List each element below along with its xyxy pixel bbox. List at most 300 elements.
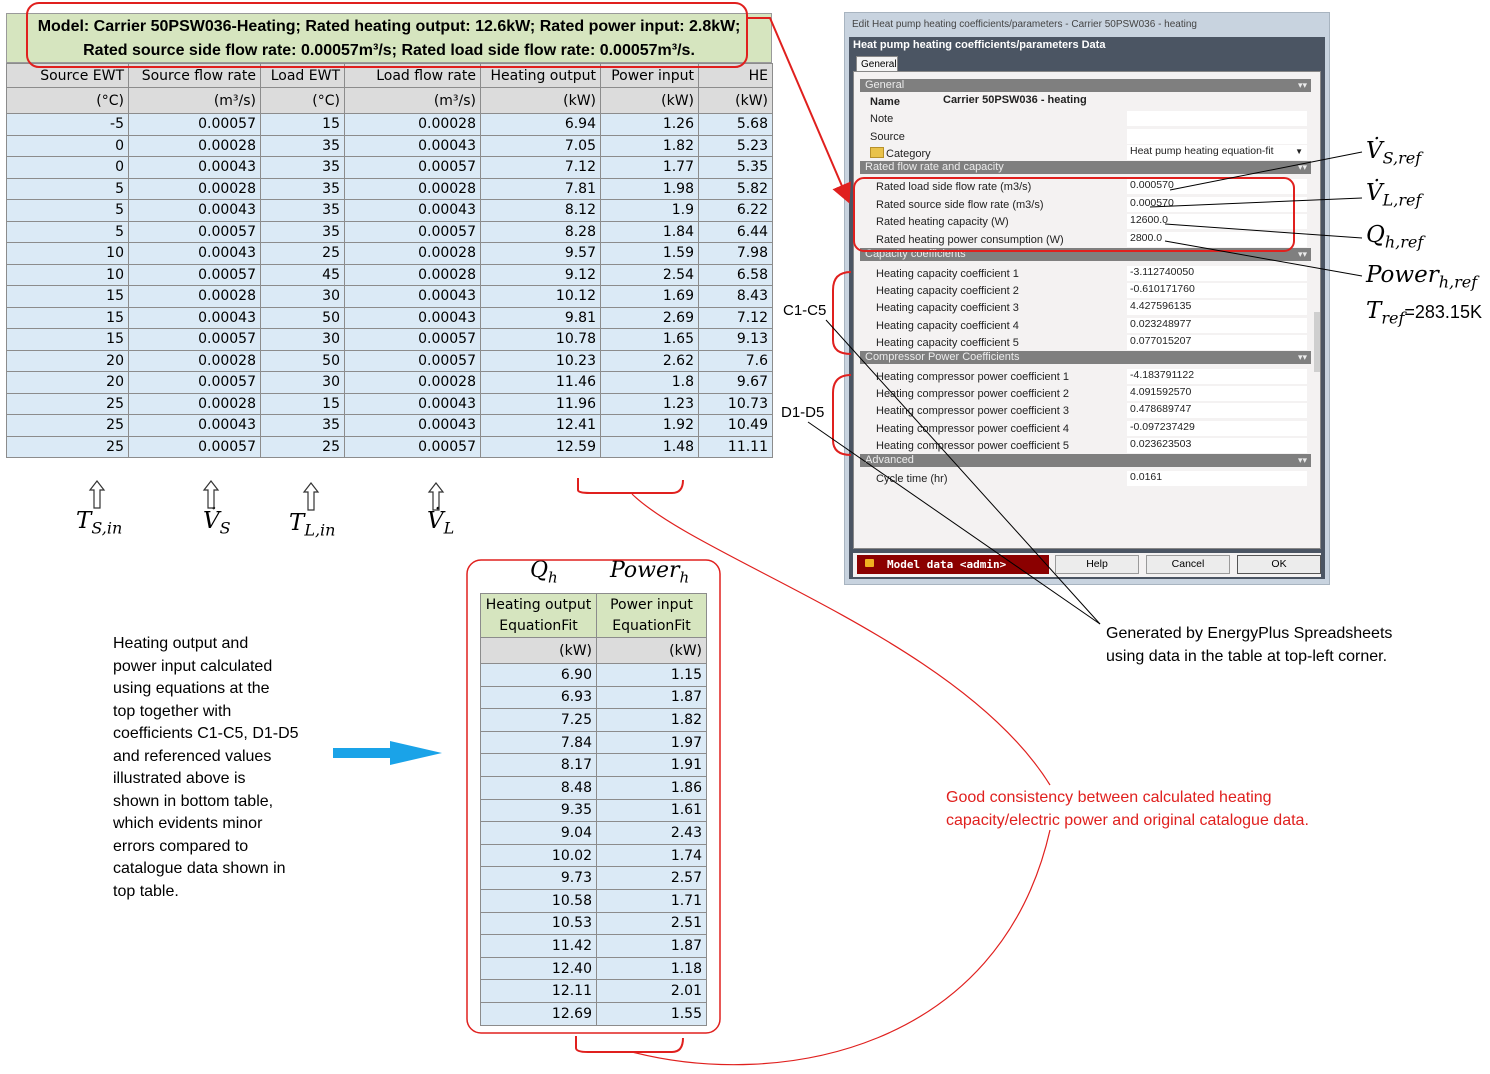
label-vl-ref-sub: L,ref: [1382, 190, 1422, 210]
label-vl-main: V̇: [427, 508, 444, 534]
table-row-cell: 0.00028: [129, 286, 261, 308]
table-row-cell: 0.00057: [129, 436, 261, 458]
compressor-coefficient-label: Heating compressor power coefficient 1: [876, 371, 1070, 383]
table-row-cell: 0.00057: [129, 264, 261, 286]
table-row-cell: 6.44: [699, 221, 773, 243]
table-row-cell: 1.98: [601, 178, 699, 200]
table-row: [7, 178, 773, 200]
table-row-cell: 0.00043: [129, 157, 261, 179]
table-row-cell: 15: [7, 307, 129, 329]
capacity-coefficient-value[interactable]: 4.427596135: [1127, 300, 1307, 315]
rated-param-label: Rated source side flow rate (m3/s): [876, 198, 1044, 211]
annotation-explanation: Heating output and power input calculated using equations at the top together with coefficients C1-C5, D1-D5 and referenced values illustrated above is shown in bottom table, which evidents minor errors compared to catalogue data shown in top table.: [113, 635, 299, 900]
table-row-cell: 1.65: [601, 329, 699, 351]
table-row-cell: 1.26: [601, 114, 699, 136]
table-row: [7, 221, 773, 243]
name-value[interactable]: Carrier 50PSW036 - heating: [943, 94, 1087, 106]
table-row-cell: 1.82: [601, 135, 699, 157]
table-row: [7, 415, 773, 437]
dialog-property-panel: [853, 71, 1321, 549]
label-vl-ref: [1366, 180, 1421, 210]
table-row-cell: 12.40: [481, 957, 597, 980]
label-qh-sub: h: [548, 568, 558, 587]
collapse-icon: ▾▾: [1297, 249, 1307, 259]
table-row-cell: 1.87: [597, 935, 707, 958]
table-row: [481, 1002, 707, 1025]
catalogue-grid: [6, 63, 773, 458]
table-row-cell: 1.9: [601, 200, 699, 222]
rated-param-label: Rated heating capacity (W): [876, 216, 1009, 228]
label-power-ref-sub: h,ref: [1438, 272, 1478, 292]
table-row: [7, 393, 773, 415]
table-row-cell: 2.62: [601, 350, 699, 372]
table-row-cell: 7.12: [699, 307, 773, 329]
table-row-cell: 0.00043: [345, 393, 481, 415]
fit-unit-header: [481, 638, 707, 664]
table-row-cell: 12.41: [481, 415, 601, 437]
catalogue-column-header-cell: Power input: [601, 64, 699, 88]
capacity-coefficient-label: Heating capacity coefficient 3: [876, 302, 1019, 315]
table-row-cell: 10.58: [481, 889, 597, 912]
table-row: [481, 709, 707, 732]
section-compressor-label: Compressor Power Coefficients: [865, 351, 1020, 363]
table-row: [481, 686, 707, 709]
table-row-cell: 5.35: [699, 157, 773, 179]
table-row-cell: 1.74: [597, 844, 707, 867]
label-power-ref-main: Power: [1366, 262, 1439, 288]
capacity-coefficient-value[interactable]: -3.112740050: [1127, 266, 1307, 281]
folder-icon: [870, 147, 884, 158]
table-row: [7, 135, 773, 157]
section-compressor[interactable]: [860, 351, 1311, 364]
table-row-cell: 35: [261, 135, 345, 157]
table-row: [7, 264, 773, 286]
table-row-cell: 0.00043: [129, 200, 261, 222]
capacity-coefficient-label: Heating capacity coefficient 5: [876, 336, 1019, 349]
table-row-cell: 7.12: [481, 157, 601, 179]
table-row-cell: 0.00043: [129, 307, 261, 329]
table-row-cell: 15: [7, 286, 129, 308]
table-row-cell: 1.86: [597, 776, 707, 799]
table-row: [7, 436, 773, 458]
table-row-cell: 7.84: [481, 731, 597, 754]
compressor-coefficient-value[interactable]: 0.478689747: [1127, 403, 1307, 418]
table-row-cell: 10: [7, 264, 129, 286]
label-vl: [427, 508, 454, 538]
table-row-cell: 2.51: [597, 912, 707, 935]
catalogue-column-header: [7, 64, 773, 88]
catalogue-unit-header-cell: (m³/s): [345, 88, 481, 114]
section-rated[interactable]: [860, 161, 1311, 174]
table-row-cell: 35: [261, 200, 345, 222]
table-row: [481, 822, 707, 845]
table-row-cell: 30: [261, 372, 345, 394]
table-row-cell: 8.48: [481, 776, 597, 799]
capacity-coefficient-label: Heating capacity coefficient 4: [876, 319, 1019, 332]
table-row: [7, 114, 773, 136]
table-row-cell: 10.49: [699, 415, 773, 437]
table-row-cell: 1.23: [601, 393, 699, 415]
compressor-coefficient-label: Heating compressor power coefficient 3: [876, 405, 1070, 418]
table-row-cell: 2.54: [601, 264, 699, 286]
table-row-cell: 5.23: [699, 135, 773, 157]
table-row-cell: 0.00028: [129, 350, 261, 372]
catalogue-column-header-cell: Source EWT: [7, 64, 129, 88]
table-row-cell: 1.69: [601, 286, 699, 308]
table-row-cell: 0.00057: [129, 114, 261, 136]
catalogue-column-header-cell: Source flow rate: [129, 64, 261, 88]
source-label: Source: [870, 131, 905, 143]
table-row-cell: 0.00028: [129, 135, 261, 157]
label-t-ref-value: =283.15K: [1404, 302, 1482, 322]
table-row-cell: 0.00028: [345, 114, 481, 136]
table-row-cell: 0: [7, 157, 129, 179]
table-row-cell: 9.35: [481, 799, 597, 822]
table-row-cell: 0.00043: [345, 286, 481, 308]
label-ts-in-main: T: [76, 508, 92, 534]
blue-arrow: [333, 741, 442, 765]
table-row: [7, 157, 773, 179]
label-vs-ref-main: V̇: [1366, 138, 1383, 164]
catalogue-unit-header-cell: (kW): [481, 88, 601, 114]
collapse-icon: ▾▾: [1297, 162, 1307, 172]
section-rated-label: Rated flow rate and capacity: [865, 161, 1004, 173]
catalogue-header-line2: Rated source side flow rate: 0.00057m³/s; Rated load side flow rate: 0.00057m³/s.: [83, 42, 695, 59]
table-row: [7, 329, 773, 351]
table-row: [481, 664, 707, 687]
fit-column-header-cell: Power input: [597, 594, 707, 616]
table-row-cell: 7.98: [699, 243, 773, 265]
rated-param-value[interactable]: 12600.0: [1127, 214, 1307, 229]
table-row-cell: 11.42: [481, 935, 597, 958]
table-row-cell: 7.81: [481, 178, 601, 200]
collapse-icon: ▾▾: [1297, 352, 1307, 362]
table-row-cell: 0.00057: [345, 436, 481, 458]
table-row-cell: 25: [261, 243, 345, 265]
section-capacity[interactable]: [860, 248, 1311, 261]
catalogue-unit-header-cell: (°C): [261, 88, 345, 114]
table-row-cell: 35: [261, 415, 345, 437]
table-row-cell: 10: [7, 243, 129, 265]
table-row-cell: 0.00028: [129, 393, 261, 415]
table-row-cell: 1.84: [601, 221, 699, 243]
label-t-ref: [1366, 298, 1482, 328]
table-row-cell: 12.11: [481, 980, 597, 1003]
capacity-coefficient-label: Heating capacity coefficient 1: [876, 268, 1019, 280]
table-row: [7, 200, 773, 222]
category-label: Category: [886, 148, 931, 160]
table-row-cell: 0.00028: [345, 264, 481, 286]
table-row-cell: 2.43: [597, 822, 707, 845]
column-up-arrows: [90, 481, 443, 510]
brace-fit-output: [576, 1036, 683, 1052]
table-row-cell: 15: [261, 114, 345, 136]
table-row-cell: 1.71: [597, 889, 707, 912]
table-row-cell: 0.00043: [345, 307, 481, 329]
annotation-generated: Generated by EnergyPlus Spreadsheets using data in the table at top-left corner.: [1106, 625, 1393, 665]
table-row-cell: 1.87: [597, 686, 707, 709]
table-row-cell: 1.61: [597, 799, 707, 822]
section-advanced-label: Advanced: [865, 454, 914, 466]
ok-button[interactable]: OK: [1237, 555, 1321, 574]
table-row-cell: 10.73: [699, 393, 773, 415]
table-row-cell: 20: [7, 372, 129, 394]
table-row-cell: 0.00043: [345, 415, 481, 437]
table-row: [7, 350, 773, 372]
table-row-cell: 10.12: [481, 286, 601, 308]
table-row-cell: 8.17: [481, 754, 597, 777]
table-row-cell: 10.02: [481, 844, 597, 867]
table-row-cell: 11.11: [699, 436, 773, 458]
label-qh-ref: [1366, 222, 1423, 252]
capacity-coefficient-value[interactable]: 0.023248977: [1127, 318, 1307, 333]
table-row-cell: 6.90: [481, 664, 597, 687]
label-t-ref-sub: ref: [1381, 308, 1405, 328]
label-tl-in-main: T: [289, 510, 305, 536]
table-row-cell: 6.93: [481, 686, 597, 709]
compressor-coefficient-value[interactable]: 0.023623503: [1127, 438, 1307, 453]
table-row: [481, 957, 707, 980]
table-row-cell: -5: [7, 114, 129, 136]
table-row-cell: 9.12: [481, 264, 601, 286]
table-row: [481, 754, 707, 777]
note-field[interactable]: [1127, 111, 1307, 126]
cancel-button[interactable]: Cancel: [1146, 555, 1230, 574]
table-row-cell: 1.59: [601, 243, 699, 265]
category-row: [870, 147, 931, 160]
source-field[interactable]: [1127, 129, 1307, 144]
catalogue-header-line1: Model: Carrier 50PSW036-Heating; Rated heating output: 12.6kW; Rated power input: 2.8kW;: [37, 18, 741, 35]
label-ts-in-sub: S,in: [91, 518, 123, 538]
label-power-h: [610, 558, 689, 586]
table-row-cell: 35: [261, 221, 345, 243]
model-data-button[interactable]: [857, 555, 1049, 574]
category-select[interactable]: [1127, 145, 1307, 160]
label-qh-main: Q: [530, 558, 549, 583]
catalogue-unit-header-cell: (kW): [601, 88, 699, 114]
table-row-cell: 12.69: [481, 1002, 597, 1025]
table-row-cell: 8.43: [699, 286, 773, 308]
compressor-coefficient-value[interactable]: 4.091592570: [1127, 386, 1307, 401]
compressor-coefficient-value[interactable]: -4.183791122: [1127, 369, 1307, 384]
table-row-cell: 5.82: [699, 178, 773, 200]
table-row-cell: 0.00028: [345, 372, 481, 394]
catalogue-table: [6, 13, 772, 458]
fit-column-header-sub: [481, 616, 707, 638]
table-row-cell: 1.48: [601, 436, 699, 458]
table-row-cell: 25: [7, 393, 129, 415]
table-row-cell: 1.55: [597, 1002, 707, 1025]
table-row-cell: 2.01: [597, 980, 707, 1003]
table-row-cell: 0.00043: [129, 243, 261, 265]
category-value: Heat pump heating equation-fit: [1130, 145, 1274, 157]
table-row-cell: 5: [7, 221, 129, 243]
table-row: [481, 935, 707, 958]
table-row-cell: 0.00028: [345, 243, 481, 265]
table-row-cell: 11.46: [481, 372, 601, 394]
table-row-cell: 35: [261, 178, 345, 200]
label-qh-ref-main: Q: [1366, 222, 1385, 248]
table-row-cell: 50: [261, 350, 345, 372]
table-row: [481, 980, 707, 1003]
rated-param-label: Rated load side flow rate (m3/s): [876, 181, 1032, 193]
table-row: [481, 731, 707, 754]
table-row: [7, 286, 773, 308]
dialog-body: [849, 37, 1325, 579]
label-vl-sub: L: [443, 518, 455, 538]
label-ts-in: [76, 508, 122, 538]
table-row-cell: 0.00043: [129, 415, 261, 437]
brace-catalogue-output: [578, 478, 683, 493]
table-row: [481, 867, 707, 890]
fit-column-header-sub-cell: EquationFit: [481, 616, 597, 638]
table-row-cell: 5: [7, 200, 129, 222]
table-row-cell: 1.92: [601, 415, 699, 437]
table-row-cell: 5.68: [699, 114, 773, 136]
table-row-cell: 9.67: [699, 372, 773, 394]
catalogue-unit-header-cell: (kW): [699, 88, 773, 114]
table-row-cell: 7.6: [699, 350, 773, 372]
table-row-cell: 0.00057: [129, 329, 261, 351]
section-general[interactable]: [860, 79, 1311, 92]
fit-unit-header-cell: (kW): [597, 638, 707, 664]
table-row-cell: 20: [7, 350, 129, 372]
table-row-cell: 0.00057: [345, 329, 481, 351]
catalogue-column-header-cell: Load EWT: [261, 64, 345, 88]
label-qh: [530, 558, 558, 586]
label-qh-ref-sub: h,ref: [1384, 232, 1424, 252]
help-button[interactable]: Help: [1055, 555, 1139, 574]
equation-fit-table: [480, 593, 707, 1026]
table-row-cell: 9.04: [481, 822, 597, 845]
catalogue-column-header-cell: Load flow rate: [345, 64, 481, 88]
table-row-cell: 2.57: [597, 867, 707, 890]
label-vs-main: V̇: [203, 508, 220, 534]
rated-param-label: Rated heating power consumption (W): [876, 233, 1064, 246]
cycle-time-value[interactable]: 0.0161: [1127, 471, 1307, 486]
table-row-cell: 15: [261, 393, 345, 415]
table-row-cell: 1.91: [597, 754, 707, 777]
section-general-label: General: [865, 79, 905, 91]
catalogue-model-header: [6, 13, 772, 63]
table-row-cell: 1.77: [601, 157, 699, 179]
capacity-coefficient-value[interactable]: -0.610171760: [1127, 283, 1307, 298]
fit-column-header-cell: Heating output: [481, 594, 597, 616]
table-row-cell: 2.69: [601, 307, 699, 329]
table-row-cell: 5: [7, 178, 129, 200]
table-row-cell: 0.00057: [129, 372, 261, 394]
table-row-cell: 11.96: [481, 393, 601, 415]
compressor-coefficient-label: Heating compressor power coefficient 4: [876, 422, 1070, 435]
table-row-cell: 0.00028: [345, 178, 481, 200]
table-row: [7, 307, 773, 329]
table-row-cell: 6.22: [699, 200, 773, 222]
fit-column-header: [481, 594, 707, 616]
annotation-consistency: Good consistency between calculated heating capacity/electric power and original catalogue data.: [946, 789, 1309, 829]
table-row-cell: 0.00043: [345, 200, 481, 222]
label-power-h-main: Power: [610, 558, 680, 583]
compressor-coefficient-value[interactable]: -0.097237429: [1127, 421, 1307, 436]
name-label: Name: [870, 96, 900, 108]
table-row-cell: 10.23: [481, 350, 601, 372]
table-row-cell: 35: [261, 157, 345, 179]
cycle-time-label: Cycle time (hr): [876, 473, 948, 485]
compressor-coefficient-label: Heating compressor power coefficient 5: [876, 439, 1070, 452]
catalogue-column-header-cell: HE: [699, 64, 773, 88]
table-row: [7, 243, 773, 265]
capacity-coefficient-label: Heating capacity coefficient 2: [876, 285, 1019, 298]
table-row-cell: 1.8: [601, 372, 699, 394]
table-row-cell: 0.00028: [129, 178, 261, 200]
rated-param-value[interactable]: 2800.0: [1127, 232, 1307, 247]
fit-unit-header-cell: (kW): [481, 638, 597, 664]
table-row-cell: 9.81: [481, 307, 601, 329]
table-row-cell: 25: [261, 436, 345, 458]
label-power-h-sub: h: [679, 568, 690, 587]
table-row-cell: 9.57: [481, 243, 601, 265]
table-row-cell: 15: [7, 329, 129, 351]
label-tl-in-sub: L,in: [304, 520, 336, 540]
capacity-coefficient-value[interactable]: 0.077015207: [1127, 335, 1307, 350]
dialog-subtitle: Heat pump heating coefficients/parameters Data: [853, 39, 1106, 51]
table-row-cell: 45: [261, 264, 345, 286]
section-advanced[interactable]: [860, 454, 1311, 467]
table-row-cell: 6.58: [699, 264, 773, 286]
table-row-cell: 8.28: [481, 221, 601, 243]
edit-heat-pump-dialog: [844, 12, 1330, 585]
table-row-cell: 0.00057: [129, 221, 261, 243]
table-row: [481, 799, 707, 822]
table-row-cell: 6.94: [481, 114, 601, 136]
table-row-cell: 1.82: [597, 709, 707, 732]
label-power-ref: [1366, 262, 1477, 292]
table-row: [481, 776, 707, 799]
dialog-footer: [853, 553, 1321, 577]
label-tl-in: [289, 510, 335, 540]
label-vl-ref-main: V̇: [1366, 180, 1383, 206]
scrollbar[interactable]: [1314, 312, 1320, 372]
catalogue-column-header-cell: Heating output: [481, 64, 601, 88]
dropdown-icon: ▼: [1295, 147, 1303, 156]
table-row-cell: 12.59: [481, 436, 601, 458]
fit-column-header-sub-cell: EquationFit: [597, 616, 707, 638]
label-vs-sub: S: [219, 518, 231, 538]
tab-general[interactable]: General: [856, 56, 898, 71]
note-label: Note: [870, 113, 894, 125]
table-row-cell: 0.00057: [345, 157, 481, 179]
table-row: [7, 372, 773, 394]
compressor-coefficient-label: Heating compressor power coefficient 2: [876, 388, 1070, 401]
lock-icon: [865, 559, 874, 567]
table-row: [481, 889, 707, 912]
label-vs-ref: [1366, 138, 1421, 168]
collapse-icon: ▾▾: [1297, 80, 1307, 90]
annotation-d1-d5: D1-D5: [781, 404, 825, 421]
table-row-cell: 30: [261, 329, 345, 351]
table-row-cell: 9.73: [481, 867, 597, 890]
table-row-cell: 25: [7, 436, 129, 458]
catalogue-unit-header-cell: (m³/s): [129, 88, 261, 114]
table-row: [481, 844, 707, 867]
table-row-cell: 9.13: [699, 329, 773, 351]
collapse-icon: ▾▾: [1297, 455, 1307, 465]
rated-param-value[interactable]: 0.000570: [1127, 179, 1307, 194]
table-row-cell: 0.00057: [345, 221, 481, 243]
table-row-cell: 0: [7, 135, 129, 157]
rated-param-value[interactable]: 0.000570: [1127, 197, 1307, 212]
table-row-cell: 25: [7, 415, 129, 437]
catalogue-unit-header: [7, 88, 773, 114]
